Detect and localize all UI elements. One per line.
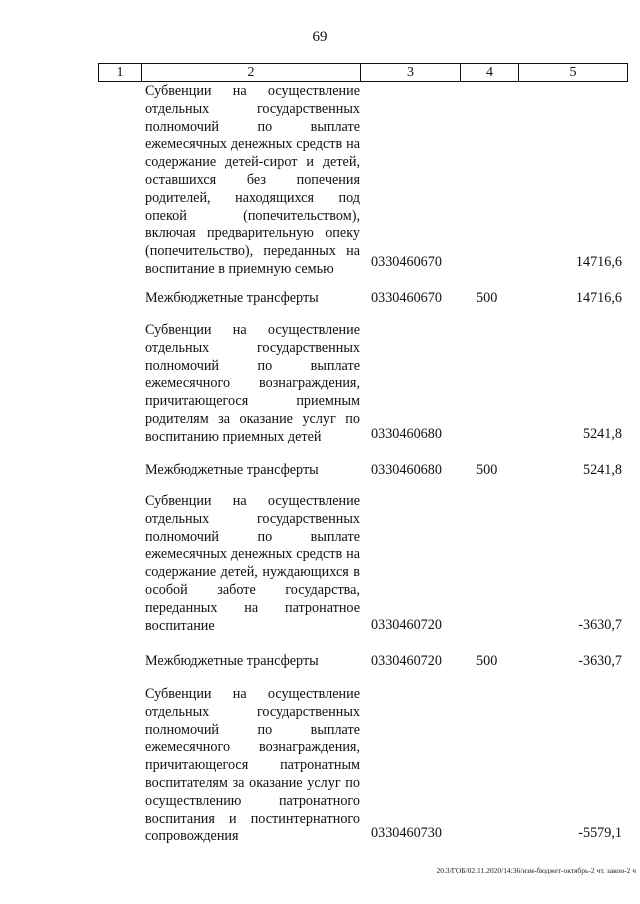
header-col-5: 5 bbox=[518, 64, 627, 81]
header-col-1: 1 bbox=[116, 65, 124, 80]
row-code: 0330460680 bbox=[371, 426, 442, 442]
row-code: 0330460680 bbox=[371, 462, 442, 478]
row-description: Межбюджетные трансферты bbox=[145, 462, 319, 478]
header-col-3: 3 bbox=[360, 64, 460, 81]
row-amount: -3630,7 bbox=[578, 617, 622, 633]
row-amount: 5241,8 bbox=[582, 426, 622, 442]
row-code: 0330460720 bbox=[371, 653, 442, 669]
footer-stamp: 20.3/ГОБ/02.11.2020/14:36/изм-бюджет-октябрь-2 чт. закон-2 ч bbox=[436, 866, 636, 875]
row-amount: -3630,7 bbox=[578, 653, 622, 669]
row-description: Субвенции на осуществление отдельных государственных полномочий по выплате ежемесячных денежных средств на содержание детей, нуждающихся в особой заботе государства, переданных на патронатное воспитание bbox=[145, 493, 360, 634]
row-code: 0330460670 bbox=[371, 254, 442, 270]
row-amount: 14716,6 bbox=[575, 254, 622, 270]
header-col-2: 2 bbox=[141, 64, 360, 81]
row-vr: 500 bbox=[476, 653, 498, 669]
row-vr: 500 bbox=[476, 462, 498, 478]
row-description: Субвенции на осуществление отдельных государственных полномочий по выплате ежемесячного вознаграждения, причитающегося патронатным воспитателям за оказание услуг по осуществлению патронатного воспитания и постинтернатного сопровождения bbox=[145, 686, 360, 845]
row-code: 0330460730 bbox=[371, 825, 442, 841]
row-amount: 14716,6 bbox=[575, 290, 622, 306]
row-amount: -5579,1 bbox=[578, 825, 622, 841]
row-code: 0330460670 bbox=[371, 290, 442, 306]
table-header bbox=[98, 63, 628, 82]
header-col-4: 4 bbox=[460, 64, 518, 81]
row-description: Субвенции на осуществление отдельных государственных полномочий по выплате ежемесячных денежных средств на содержание детей-сирот и детей, оставшихся без попечения родителей, находящихся под опекой (попечительством), включая предварительную опеку (попечительство), переданных на воспитание в приемную семью bbox=[145, 83, 360, 277]
row-amount: 5241,8 bbox=[582, 462, 622, 478]
row-vr: 500 bbox=[476, 290, 498, 306]
page-number: 69 bbox=[312, 29, 328, 45]
row-description: Межбюджетные трансферты bbox=[145, 290, 319, 306]
row-description: Субвенции на осуществление отдельных государственных полномочий по выплате ежемесячного вознаграждения, причитающегося приемным родителям за оказание услуг по воспитанию приемных детей bbox=[145, 322, 360, 445]
row-description: Межбюджетные трансферты bbox=[145, 653, 319, 669]
row-code: 0330460720 bbox=[371, 617, 442, 633]
